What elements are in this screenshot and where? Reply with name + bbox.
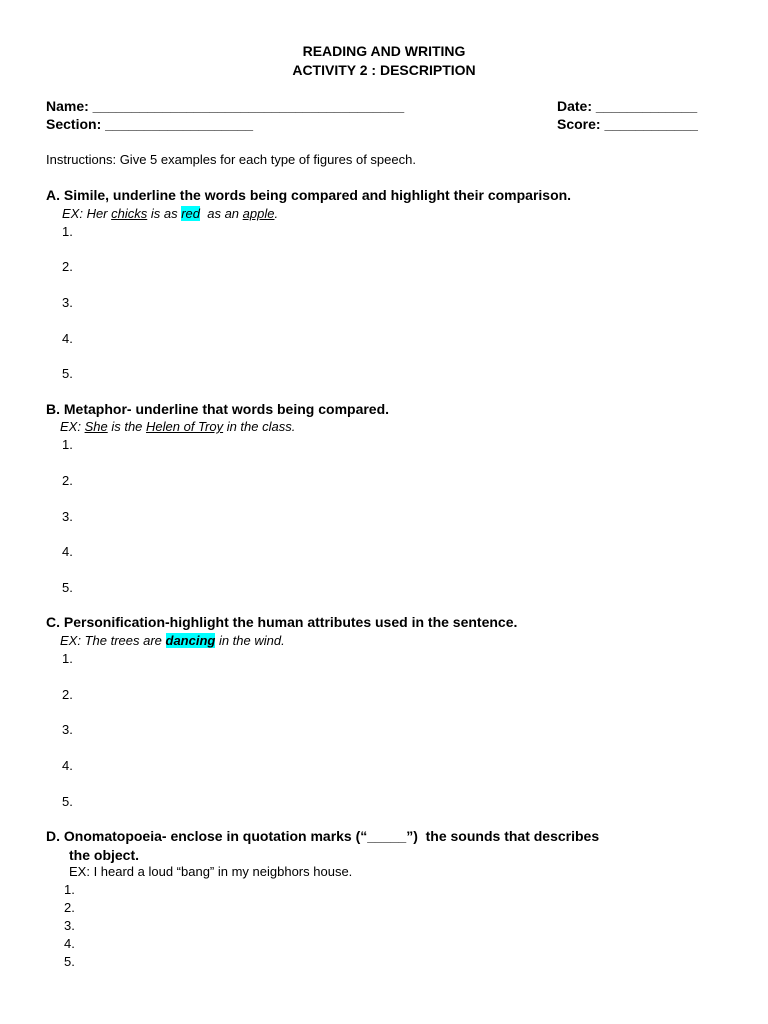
- example-text: is as: [147, 206, 182, 221]
- list-item: 1.: [62, 437, 73, 452]
- list-item: 5.: [62, 580, 73, 595]
- section-c-example: [60, 633, 285, 648]
- list-item: 5.: [62, 794, 73, 809]
- list-item: 1.: [62, 651, 73, 666]
- worksheet-subtitle: ACTIVITY 2 : DESCRIPTION: [292, 62, 476, 78]
- worksheet-title: READING AND WRITING: [302, 43, 466, 59]
- compared-word: chicks: [111, 206, 148, 221]
- section-a-example: [62, 206, 278, 221]
- compared-word: apple: [242, 206, 275, 221]
- section-d-heading-cont: the object.: [69, 847, 140, 863]
- example-text: EX:: [60, 419, 85, 434]
- section-a-heading: A. Simile, underline the words being compared and highlight their comparison.: [46, 187, 572, 203]
- list-item: 3.: [62, 295, 73, 310]
- section-b-example: [60, 419, 295, 434]
- list-item: 1.: [64, 882, 75, 897]
- list-item: 2.: [62, 687, 73, 702]
- list-item: 3.: [62, 722, 73, 737]
- example-text: is the: [107, 419, 147, 434]
- section-b-heading: B. Metaphor- underline that words being compared.: [46, 401, 390, 417]
- instructions-text: Instructions: Give 5 examples for each type of figures of speech.: [46, 152, 416, 167]
- example-text: in the wind.: [215, 633, 285, 648]
- list-item: 4.: [64, 936, 75, 951]
- example-text: as an: [200, 206, 243, 221]
- section-c-heading: C. Personification-highlight the human attributes used in the sentence.: [46, 614, 518, 630]
- example-text: in the class.: [223, 419, 296, 434]
- section-field: Section: ___________________: [46, 116, 254, 132]
- list-item: 1.: [62, 224, 73, 239]
- highlighted-word: dancing: [165, 633, 216, 648]
- list-item: 3.: [62, 509, 73, 524]
- compared-word: She: [84, 419, 108, 434]
- section-d-example: EX: I heard a loud “bang” in my neigbhors house.: [69, 864, 353, 879]
- list-item: 2.: [62, 259, 73, 274]
- list-item: 2.: [64, 900, 75, 915]
- list-item: 5.: [64, 954, 75, 969]
- list-item: 4.: [62, 758, 73, 773]
- example-text: .: [274, 206, 279, 221]
- list-item: 2.: [62, 473, 73, 488]
- example-text: EX: The trees are: [60, 633, 166, 648]
- compared-word: Helen of Troy: [146, 419, 224, 434]
- list-item: 5.: [62, 366, 73, 381]
- list-item: 4.: [62, 331, 73, 346]
- score-field: Score: ____________: [557, 116, 698, 132]
- example-text: EX: Her: [62, 206, 112, 221]
- date-field: Date: _____________: [557, 98, 698, 114]
- name-field: Name: ________________________________________: [46, 98, 405, 114]
- section-d-heading: D. Onomatopoeia- enclose in quotation marks (“_____”) the sounds that describes: [46, 828, 600, 844]
- highlighted-word: red: [181, 206, 201, 221]
- list-item: 4.: [62, 544, 73, 559]
- list-item: 3.: [64, 918, 75, 933]
